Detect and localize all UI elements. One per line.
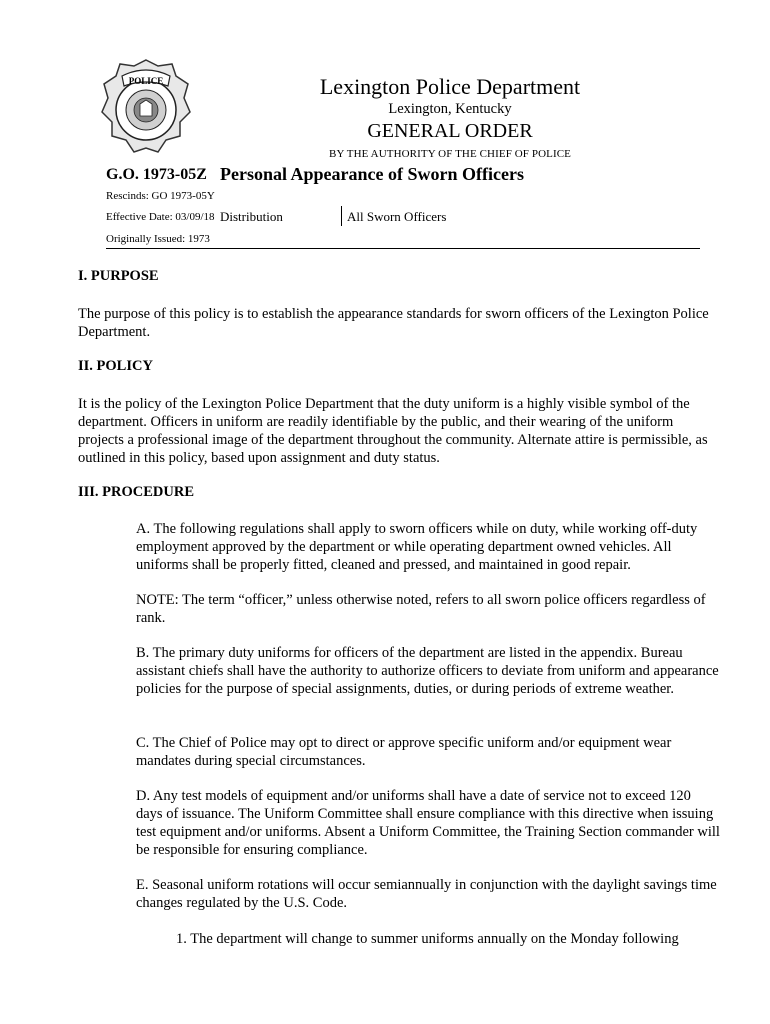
procedure-item-e1: 1. The department will change to summer uniforms annually on the Monday following <box>176 931 679 947</box>
header-rule <box>106 248 700 249</box>
document-type: GENERAL ORDER <box>367 120 533 142</box>
distribution-value: All Sworn Officers <box>347 209 447 224</box>
rescinds-line: Rescinds: GO 1973-05Y <box>106 190 215 202</box>
authority-line: BY THE AUTHORITY OF THE CHIEF OF POLICE <box>329 148 571 160</box>
department-city: Lexington, Kentucky <box>388 101 512 117</box>
policy-heading: II. POLICY <box>78 358 153 374</box>
distribution-label: Distribution <box>220 209 283 224</box>
purpose-heading: I. PURPOSE <box>78 268 159 284</box>
procedure-item-a: A. The following regulations shall apply to sworn officers while on duty, while working off-duty employment approved by the department or while operating department owned vehicles. All uniforms shall be properly fitted, cleaned and pressed, and maintained in good repair. <box>136 521 698 573</box>
distribution-divider <box>341 206 342 226</box>
procedure-item-e: E. Seasonal uniform rotations will occur semiannually in conjunction with the daylight savings time changes regulated by the U.S. Code. <box>136 877 717 911</box>
procedure-item-d: D. Any test models of equipment and/or uniforms shall have a date of service not to exceed 120 days of issuance. The Uniform Committee shall ensure compliance with this directive when issuing test equipment and/or uniforms. Absent a Uniform Committee, the Training Section commander will be responsible for ensuring compliance. <box>136 788 720 858</box>
police-badge-seal-icon <box>100 56 192 160</box>
order-title: Personal Appearance of Sworn Officers <box>220 164 524 184</box>
order-number: G.O. 1973-05Z <box>106 166 207 183</box>
originally-issued: Originally Issued: 1973 <box>106 233 210 245</box>
department-name: Lexington Police Department <box>319 74 581 99</box>
procedure-item-c: C. The Chief of Police may opt to direct or approve specific uniform and/or equipment wear mandates during special circumstances. <box>136 735 672 769</box>
purpose-paragraph: The purpose of this policy is to establish the appearance standards for sworn officers of the Lexington Police Department. <box>78 306 709 340</box>
policy-paragraph: It is the policy of the Lexington Police Department that the duty uniform is a highly visible symbol of the department. Officers in uniform are readily identifiable by the public, and their wearing of the uniform projects a professional image of the department throughout the community. Alternate attire is permissible, as outlined in this policy, based upon assignment and duty status. <box>78 396 708 466</box>
procedure-heading: III. PROCEDURE <box>78 484 195 500</box>
procedure-item-b: B. The primary duty uniforms for officers of the department are listed in the appendix. Bureau assistant chiefs shall have the authority to authorize officers to deviate from uniform and appearance policies for the purpose of special assignments, duties, or during periods of extreme weather. <box>136 645 719 697</box>
procedure-note: NOTE: The term “officer,” unless otherwise noted, refers to all sworn police officers regardless of rank. <box>136 592 706 626</box>
badge-police-text: POLICE <box>128 76 164 86</box>
effective-date: Effective Date: 03/09/18 <box>106 211 215 223</box>
